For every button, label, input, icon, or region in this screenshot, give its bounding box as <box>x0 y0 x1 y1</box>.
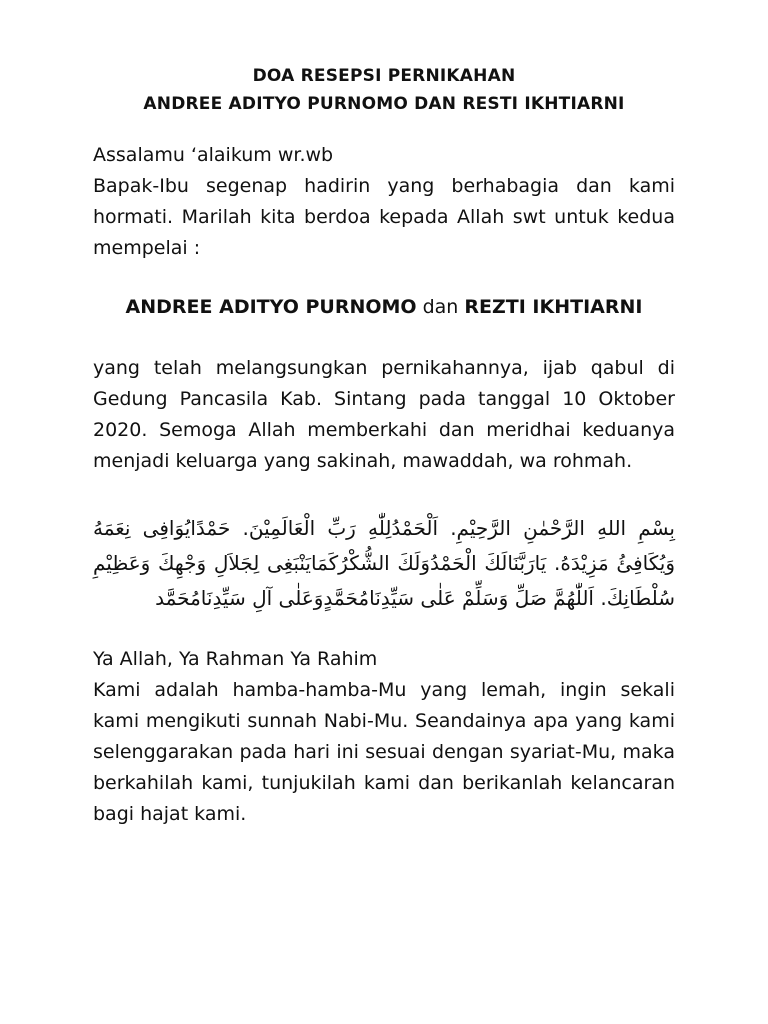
couple-connector: dan <box>416 296 465 318</box>
ceremony-paragraph: yang telah melangsungkan pernikahannya, ijab qabul di Gedung Pancasila Kab. Sintang pada tanggal 10 Oktober 2020. Semoga Allah memberkahi dan meridhai keduanya menjadi keluarga yang sakinah, mawaddah, wa rohmah. <box>93 357 675 472</box>
couple-names <box>93 292 675 323</box>
greeting: Assalamu ‘alaikum wr.wb <box>93 144 334 166</box>
document-page <box>93 62 675 830</box>
arabic-prayer: بِسْمِ اللهِ الرَّحْمٰنِ الرَّحِيْمِ. اَلْحَمْدُلِلّٰهِ رَبِّ الْعَالَمِيْنَ. حَمْدًايُوَافِى نِعَمَهُ وَيُكَافِئُ مَزِيْدَهُ. يَارَبَّنَالَكَ الْحَمْدُوَلَكَ الشُّكْرُكَمَايَنْبَغِى لِجَلاَلِ وَجْهِكَ وَعَظِيْمِ سُلْطَانِكَ. اَللّٰهُمَّ صَلِّ وَسَلِّمْ عَلٰى سَيِّدِنَامُحَمَّدٍوَعَلٰى آلِ سَيِّدِنَامُحَمَّد <box>93 516 675 610</box>
document-title <box>93 62 675 118</box>
opening-paragraph: Bapak-Ibu segenap hadirin yang berhabagia dan kami hormati. Marilah kita berdoa kepada Allah swt untuk kedua mempelai : <box>93 175 675 259</box>
title-line-1: DOA RESEPSI PERNIKAHAN <box>252 66 516 86</box>
title-line-2: ANDREE ADITYO PURNOMO DAN RESTI IKHTIARNI <box>143 94 625 114</box>
invocation-line: Ya Allah, Ya Rahman Ya Rahim <box>93 648 378 670</box>
bride-name: REZTI IKHTIARNI <box>464 296 643 318</box>
prayer-paragraph: Kami adalah hamba-hamba-Mu yang lemah, ingin sekali kami mengikuti sunnah Nabi-Mu. Seandainya apa yang kami selenggarakan pada hari ini sesuai dengan syariat-Mu, maka berkahilah kami, tunjukilah kami dan berikanlah kelancaran bagi hajat kami. <box>93 679 675 825</box>
groom-name: ANDREE ADITYO PURNOMO <box>125 296 417 318</box>
